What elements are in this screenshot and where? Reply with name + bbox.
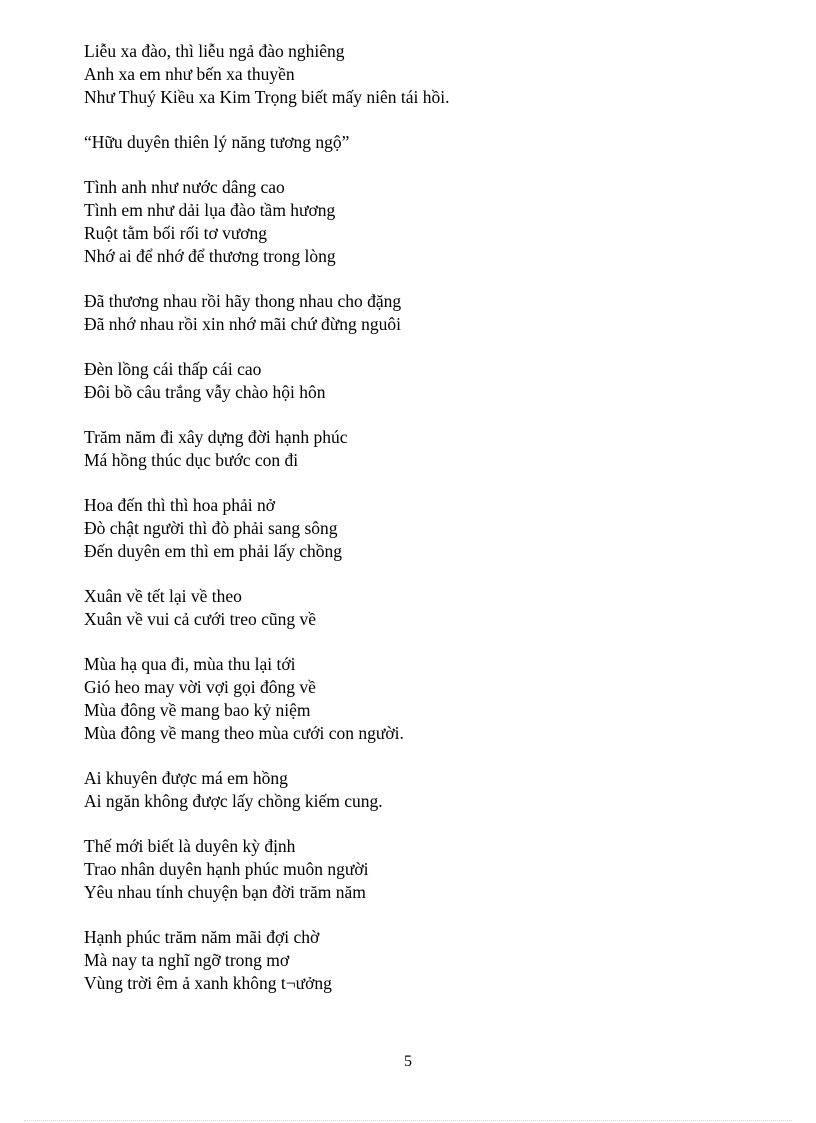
poem-stanza — [84, 290, 764, 336]
poem-stanza — [84, 131, 764, 154]
poem-stanza — [84, 358, 764, 404]
poem-line: Trao nhân duyên hạnh phúc muôn người — [84, 859, 369, 879]
poem-line: “Hữu duyên thiên lý năng tương ngộ” — [84, 132, 350, 152]
poem-line: Ai ngăn không được lấy chồng kiếm cung. — [84, 791, 383, 811]
poem-line: Đã thương nhau rồi hãy thong nhau cho đặng — [84, 291, 402, 311]
poem-stanza — [84, 585, 764, 631]
poem-line: Mùa đông về mang theo mùa cưới con người. — [84, 723, 404, 743]
page-number: 5 — [404, 1053, 412, 1070]
poem-stanza — [84, 653, 764, 745]
poem-stanza — [84, 767, 764, 813]
poem-line: Gió heo may vời vợi gọi đông về — [84, 677, 316, 697]
poem-line: Đò chật người thì đò phải sang sông — [84, 518, 338, 538]
poem-line: Thế mới biết là duyên kỳ định — [84, 836, 296, 856]
poem-line: Đèn lồng cái thấp cái cao — [84, 359, 262, 379]
poem-stanza — [84, 176, 764, 268]
poem-line: Vùng trời êm ả xanh không t¬ưởng — [84, 973, 332, 993]
poem-line: Yêu nhau tính chuyện bạn đời trăm năm — [84, 882, 366, 902]
poem-stanza — [84, 40, 764, 109]
poem-line: Xuân về vui cả cưới treo cũng về — [84, 609, 317, 629]
poem-line: Tình em như dải lụa đào tầm hương — [84, 200, 336, 220]
poem-line: Liễu xa đào, thì liễu ngả đào nghiêng — [84, 41, 345, 61]
poem-line: Ai khuyên được má em hồng — [84, 768, 288, 788]
poem-line: Mùa đông về mang bao kỷ niệm — [84, 700, 311, 720]
poem-line: Đã nhớ nhau rồi xin nhớ mãi chứ đừng nguôi — [84, 314, 401, 334]
poem-line: Đến duyên em thì em phải lấy chồng — [84, 541, 343, 561]
poem-line: Đôi bồ câu trắng vẫy chào hội hôn — [84, 382, 326, 402]
poem-line: Tình anh như nước dâng cao — [84, 177, 285, 197]
poem-stanza — [84, 494, 764, 563]
poem-body — [84, 40, 764, 1017]
poem-line: Như Thuý Kiều xa Kim Trọng biết mấy niên tái hồi. — [84, 87, 450, 107]
poem-line: Nhớ ai để nhớ để thương trong lòng — [84, 246, 336, 266]
poem-line: Ruột tằm bối rối tơ vương — [84, 223, 268, 243]
poem-stanza — [84, 835, 764, 904]
poem-line: Xuân về tết lại về theo — [84, 586, 242, 606]
poem-line: Trăm năm đi xây dựng đời hạnh phúc — [84, 427, 348, 447]
poem-line: Má hồng thúc dục bước con đi — [84, 450, 299, 470]
poem-stanza — [84, 926, 764, 995]
poem-line: Mà nay ta nghĩ ngỡ trong mơ — [84, 950, 290, 970]
page-bottom-divider — [24, 1120, 792, 1121]
poem-line: Hạnh phúc trăm năm mãi đợi chờ — [84, 927, 320, 947]
poem-stanza — [84, 426, 764, 472]
poem-line: Anh xa em như bến xa thuyền — [84, 64, 295, 84]
poem-line: Hoa đến thì thì hoa phải nở — [84, 495, 276, 515]
poem-line: Mùa hạ qua đi, mùa thu lại tới — [84, 654, 296, 674]
